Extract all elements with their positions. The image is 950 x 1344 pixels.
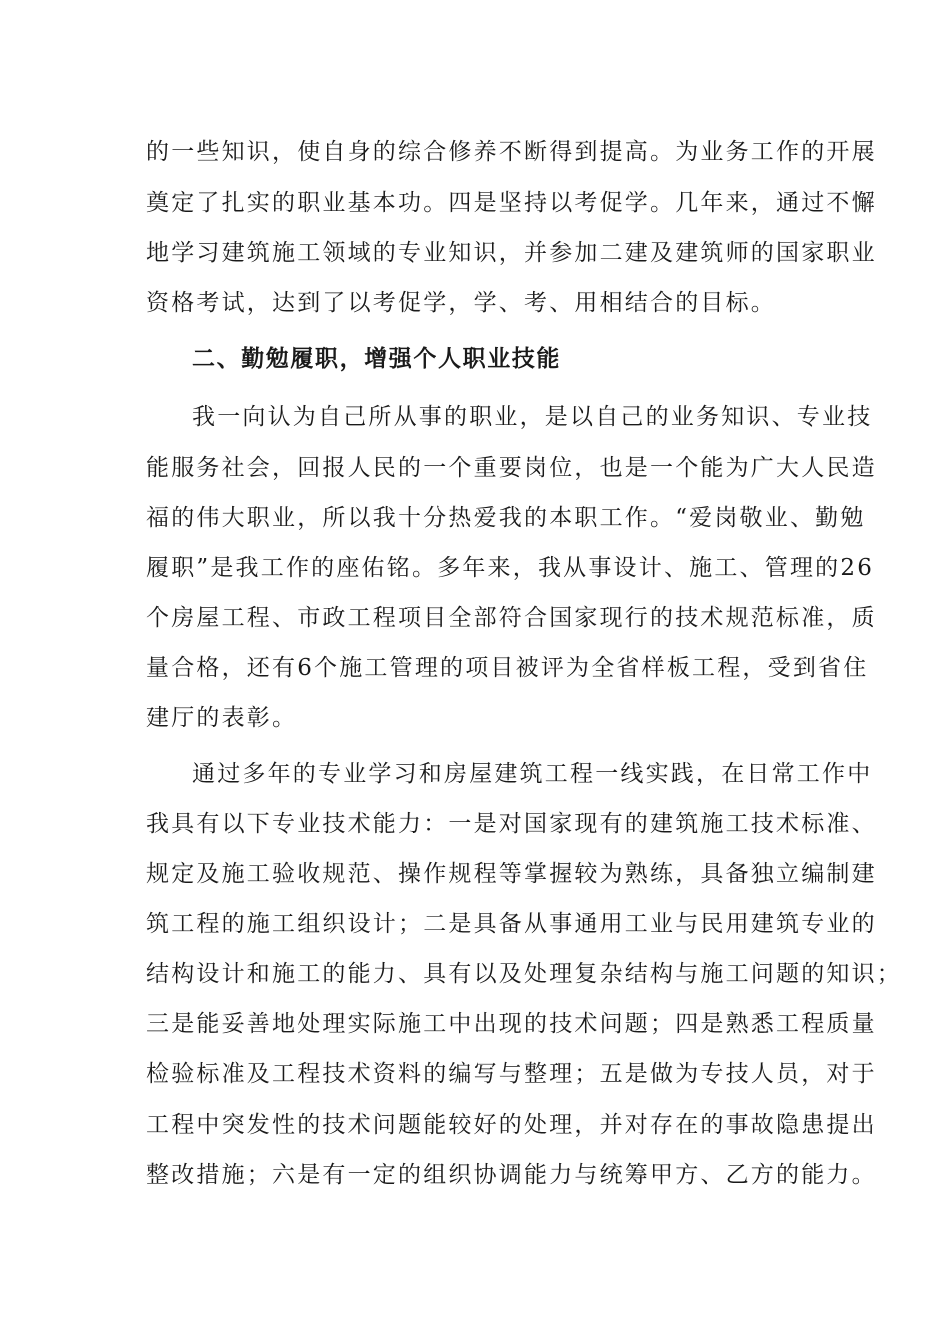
text-line: 能服务社会，回报人民的一个重要岗位，也是一个能为广大人民造: [146, 455, 877, 481]
text-line: 地学习建筑施工领域的专业知识，并参加二建及建筑师的国家职业: [146, 240, 877, 266]
text-line: 工程中突发性的技术问题能较好的处理，并对存在的事故隐患提出: [146, 1112, 877, 1138]
text-line: 检验标准及工程技术资料的编写与整理；五是做为专技人员，对于: [146, 1061, 877, 1087]
text-line: 三是能妥善地处理实际施工中出现的技术问题；四是熟悉工程质量: [146, 1011, 877, 1037]
text-line: 建厅的表彰。: [146, 705, 298, 731]
text-line: 我一向认为自己所从事的职业，是以自己的业务知识、专业技: [192, 404, 873, 430]
text-line: 个房屋工程、市政工程项目全部符合国家现行的技术规范标准，质: [146, 605, 877, 631]
text-line: 履职”是我工作的座佑铭。多年来，我从事设计、施工、管理的26: [146, 555, 875, 581]
text-line: 整改措施；六是有一定的组织协调能力与统筹甲方、乙方的能力。: [146, 1162, 877, 1188]
text-line: 的一些知识，使自身的综合修养不断得到提高。为业务工作的开展: [146, 139, 877, 165]
text-line: 筑工程的施工组织设计；二是具备从事通用工业与民用建筑专业的: [146, 911, 877, 937]
text-line: 我具有以下专业技术能力：一是对国家现有的建筑施工技术标准、: [146, 811, 877, 837]
text-line: 福的伟大职业，所以我十分热爱我的本职工作。“爱岗敬业、勤勉: [146, 505, 866, 531]
text-line: 量合格，还有6个施工管理的项目被评为全省样板工程，受到省住: [146, 655, 869, 681]
text-line: 奠定了扎实的职业基本功。四是坚持以考促学。几年来，通过不懈: [146, 190, 877, 216]
section-heading: 二、勤勉履职，增强个人职业技能: [192, 345, 561, 372]
text-line: 规定及施工验收规范、操作规程等掌握较为熟练，具备独立编制建: [146, 861, 877, 887]
text-line: 通过多年的专业学习和房屋建筑工程一线实践，在日常工作中: [192, 761, 873, 787]
text-line: 资格考试，达到了以考促学，学、考、用相结合的目标。: [146, 290, 776, 316]
text-line: 结构设计和施工的能力、具有以及处理复杂结构与施工问题的知识；: [146, 961, 902, 987]
